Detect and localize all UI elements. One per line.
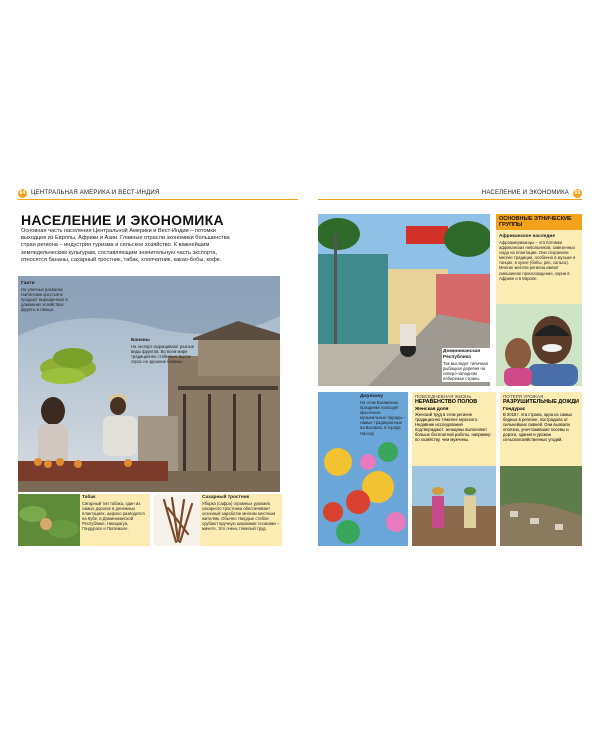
haiti-caption-text: На уличных развалах гаитянские крестьяне продают выращенные в домашних хозяйствах фрукты и овощи. — [21, 287, 68, 313]
daily-life-title: НЕРАВЕНСТВО ПОЛОВ — [415, 399, 478, 405]
tobacco-caption-text: Сигарный тип табака, один из самых дорогих в денежных плантациях, широко разводится на Кубе, в Доминиканской Республике, Никарагуа, Гондурасе и Гватемале. — [82, 501, 145, 532]
harvest-label: ПОТЕРЯ УРОЖАЯ — [503, 394, 544, 399]
right-page-number: 65 — [574, 190, 581, 196]
intro-text: Основная часть населения Центральной Америки и Вест-Индии – потомки выходцев из Европы, Африки и Азии. Главные отрасли экономики большинства стран региона – индустрия туризма и сельское хозяйство. К важнейшим земледельческим культурам, составляющим значительную часть экспорта, относятся бананы, сахарный тростник, табак, хлопчатник, какао-бобы, кофе. — [21, 228, 230, 263]
african-caption-title: Африканское наследие — [499, 234, 555, 239]
right-header — [482, 188, 582, 198]
bananas-caption-text: На экспорт выращивают разные виды фруктов. Во всем мире традиционно стабильно высок спрос на здешние бананы. — [131, 344, 195, 365]
right-header-rule — [318, 199, 582, 200]
daily-life-subtitle: Женская доля — [415, 407, 449, 412]
african-photo — [496, 304, 582, 386]
left-page — [18, 188, 298, 546]
dominican-caption-title: Доминиканская Республика — [443, 349, 481, 360]
page-title: НАСЕЛЕНИЕ И ЭКОНОМИКА — [21, 212, 224, 228]
flood-photo — [500, 466, 582, 546]
daily-life-panel — [412, 392, 496, 546]
tobacco-photo — [18, 494, 80, 546]
sugarcane-caption — [200, 494, 282, 546]
african-caption-text: Афроамериканцы – это потомки африканских невольников, завезенных сюда на плантации. Они сохранили многие традиции, особенно в музыке и танцах, в кухне (бобы, рис, сальса). Многие жители региона имеют смешанное происхождение, корни в Африке и в Европе. — [499, 240, 576, 281]
ethnic-header: ОСНОВНЫЕ ЭТНИЧЕСКИЕ ГРУППЫ — [496, 214, 582, 230]
african-caption — [499, 234, 579, 281]
sugarcane-panel — [154, 494, 282, 546]
right-page — [318, 188, 582, 546]
left-header-rule — [18, 199, 298, 200]
sugarcane-caption-title: Сахарный тростник — [202, 495, 250, 500]
left-page-number: 64 — [19, 190, 26, 196]
haiti-caption-title: Гаити — [21, 281, 35, 286]
daily-life-text: Женский труд в этом регионе традиционно тяжелее мужского. Недавние исследования подтверждают: женщины выполняют больше бесплатной работы, например по хозяйству, чем мужчины. — [415, 412, 491, 443]
sugarcane-photo — [154, 494, 200, 546]
ethnic-panel — [496, 214, 582, 386]
right-header-title: НАСЕЛЕНИЕ И ЭКОНОМИКА — [481, 190, 569, 196]
junkanoo-caption-title: Джункану — [360, 394, 384, 399]
junkanoo-caption — [360, 394, 406, 436]
sugarcane-caption-text: Уборка (сафра) огромных урожаев сахарного тростника обеспечивает сезонный заработок многим местным жителям. Обычно твердые стебли срубают вручную широкими тесаками – мачете. Это очень тяжелый труд. — [202, 501, 280, 532]
tobacco-caption — [80, 494, 150, 546]
women-photo — [412, 466, 496, 546]
tobacco-caption-title: Табак — [82, 495, 96, 500]
bananas-caption — [131, 338, 201, 364]
junkanoo-panel — [318, 392, 408, 546]
harvest-panel — [500, 392, 582, 546]
left-header-title: ЦЕНТРАЛЬНАЯ АМЕРИКА И ВЕСТ-ИНДИЯ — [31, 190, 160, 196]
dominican-caption — [442, 348, 492, 382]
dominican-caption-text: Так выглядит типичная рыбацкая деревня на северо-западном побережье страны. — [443, 361, 488, 382]
harvest-text: В 2018 г. эта страна, одна из самых бедных в регионе, пострадала от сильнейших ливней. Они вызвали оползни, уничтожившие посевы и дороги, здания и урожаи сельскохозяйственных угодий. — [503, 412, 573, 443]
left-header — [18, 188, 159, 198]
junkanoo-caption-text: На этом Багамском празднике проходят красочные музыкальные парады – самые традиционные на Багамах, в городе Нассау. — [360, 400, 406, 436]
daily-life-label: ПОВСЕДНЕВНАЯ ЖИЗНЬ — [415, 394, 472, 399]
haiti-caption — [21, 281, 69, 312]
harvest-subtitle: Гондурас — [503, 407, 526, 412]
tobacco-panel — [18, 494, 150, 546]
harvest-title: РАЗРУШИТЕЛЬНЫЕ ДОЖДИ — [503, 399, 579, 405]
bananas-caption-title: Бананы — [131, 338, 150, 343]
